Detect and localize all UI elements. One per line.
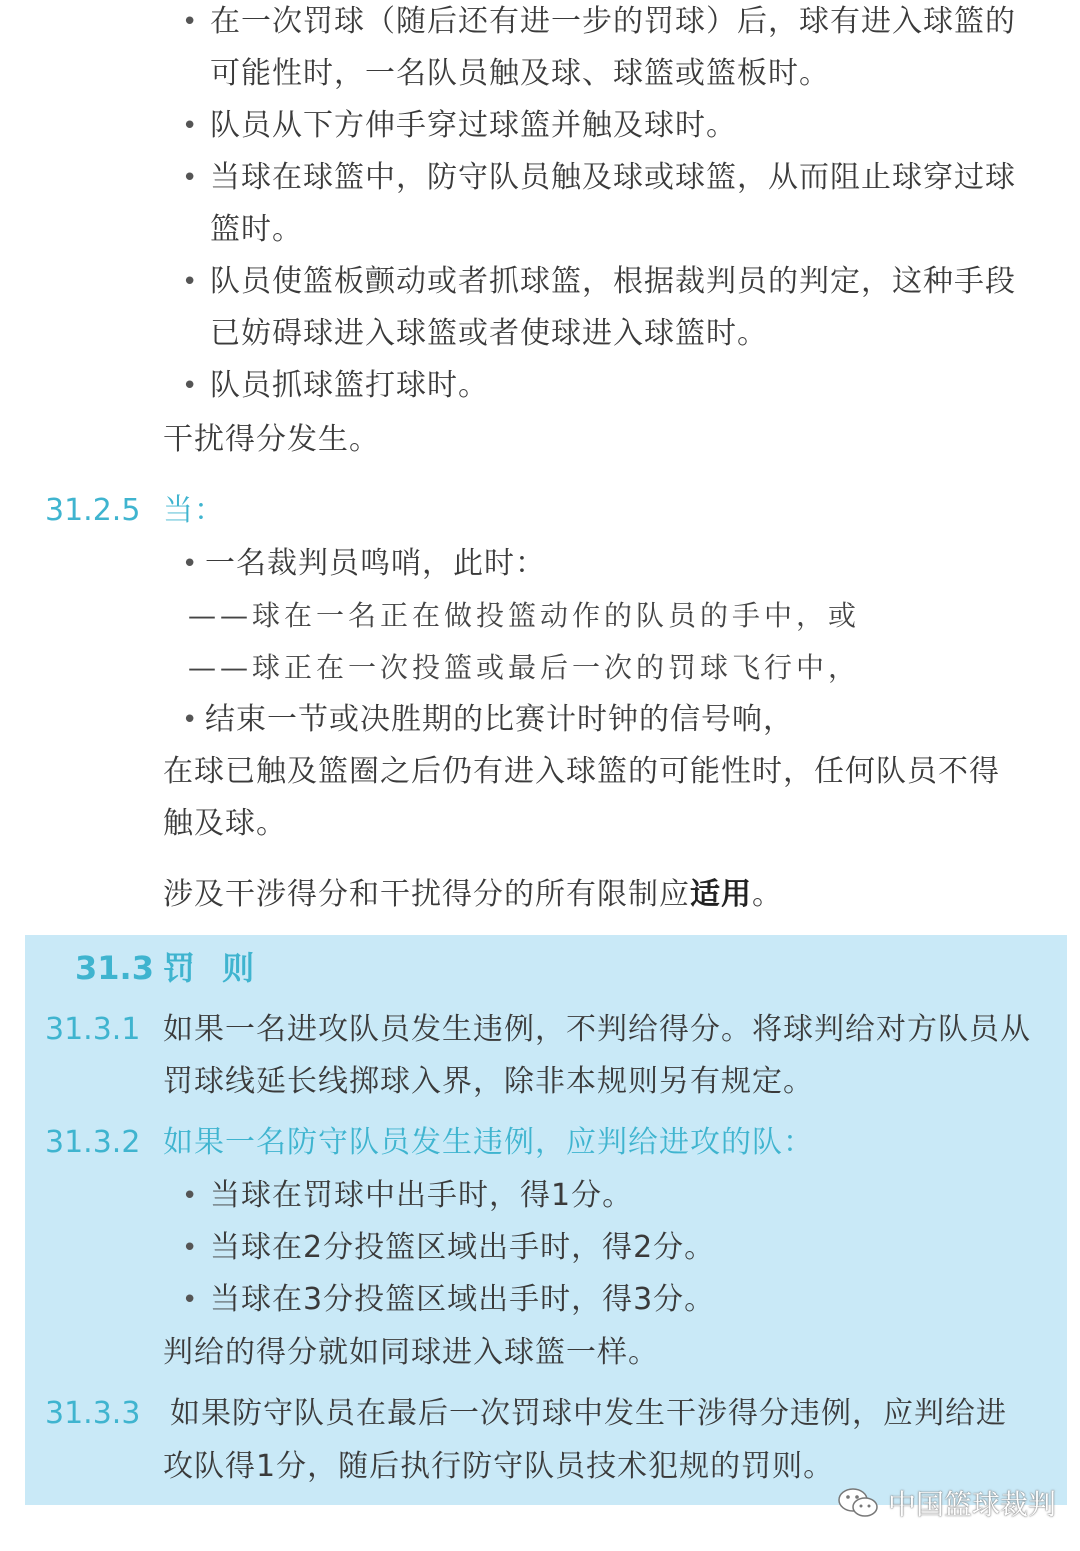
note-punctuation: 。 [752, 877, 783, 912]
section-number: 31.3 [75, 949, 154, 987]
clause-31-3-2-bullet-2: 当球在2分投篮区域出手时，得2分。 [210, 1230, 716, 1265]
list-item-5: 队员抓球篮打球时。 [210, 368, 489, 403]
clause-31-2-5-dash-1: ——球在一名正在做投篮动作的队员的手中，或 [188, 599, 861, 632]
bullet: • [182, 371, 198, 401]
clause-lead-31-2-5: 当： [163, 493, 225, 528]
list-item-1-line-2: 可能性时，一名队员触及球、球篮或篮板时。 [210, 56, 830, 91]
list-item-2: 队员从下方伸手穿过球篮并触及球时。 [210, 108, 737, 143]
clause-31-2-5-dash-2: ——球正在一次投篮或最后一次的罚球飞行中， [188, 651, 861, 684]
list-item-1-line-1: 在一次罚球（随后还有进一步的罚球）后，球有进入球篮的 [210, 4, 1016, 39]
bullet: • [182, 705, 198, 735]
clause-31-3-2-bullet-1: 当球在罚球中出手时，得1分。 [210, 1178, 634, 1213]
clause-number-31-3-1: 31.3.1 [45, 1012, 141, 1047]
clause-31-3-2-bullet-3: 当球在3分投篮区域出手时，得3分。 [210, 1282, 716, 1317]
bullet: • [182, 111, 198, 141]
clause-31-2-5-bullet-2: 结束一节或决胜期的比赛计时钟的信号响， [205, 702, 794, 737]
section-title: 罚 则 [163, 949, 263, 987]
note-emphasis: 适用 [690, 877, 752, 912]
list-item-4-line-2: 已妨碍球进入球篮或者使球进入球篮时。 [210, 316, 768, 351]
clause-31-3-3-line-2: 攻队得1分，随后执行防守队员技术犯规的罚则。 [163, 1449, 835, 1484]
bullet: • [182, 549, 198, 579]
bullet: • [182, 1233, 198, 1263]
clause-number-31-3-2: 31.3.2 [45, 1125, 141, 1160]
clause-31-3-1-line-1: 如果一名进攻队员发生违例，不判给得分。将球判给对方队员从 [163, 1012, 1031, 1047]
list-item-3-line-1: 当球在球篮中，防守队员触及球或球篮，从而阻止球穿过球 [210, 160, 1016, 195]
bullet: • [182, 163, 198, 193]
clause-number-31-3-3: 31.3.3 [45, 1396, 141, 1431]
list-item-4-line-1: 队员使篮板颤动或者抓球篮，根据裁判员的判定，这种手段 [210, 264, 1016, 299]
clause-31-2-5-note [163, 877, 783, 913]
clause-31-2-5-para-line-1: 在球已触及篮圈之后仍有进入球篮的可能性时，任何队员不得 [163, 754, 1000, 789]
bullet: • [182, 267, 198, 297]
wechat-icon [836, 1487, 880, 1519]
bullet: • [182, 1181, 198, 1211]
watermark-text: 中国篮球裁判 [888, 1488, 1057, 1521]
clause-31-3-2-lead: 如果一名防守队员发生违例，应判给进攻的队： [163, 1125, 814, 1160]
clause-31-2-5-bullet-1: 一名裁判员鸣哨，此时： [205, 546, 546, 581]
bullet: • [182, 7, 198, 37]
clause-31-2-5-para-line-2: 触及球。 [163, 806, 287, 841]
clause-31-3-2-after: 判给的得分就如同球进入球篮一样。 [163, 1335, 659, 1370]
conclusion-text: 干扰得分发生。 [163, 422, 380, 457]
bullet: • [182, 1285, 198, 1315]
list-item-3-line-2: 篮时。 [210, 212, 303, 247]
clause-31-3-1-line-2: 罚球线延长线掷球入界，除非本规则另有规定。 [163, 1064, 814, 1099]
note-text: 涉及干涉得分和干扰得分的所有限制应 [163, 877, 690, 912]
clause-number-31-2-5: 31.2.5 [45, 493, 141, 528]
watermark [836, 1483, 1056, 1523]
clause-31-3-3-line-1: 如果防守队员在最后一次罚球中发生干涉得分违例，应判给进 [170, 1396, 1007, 1431]
